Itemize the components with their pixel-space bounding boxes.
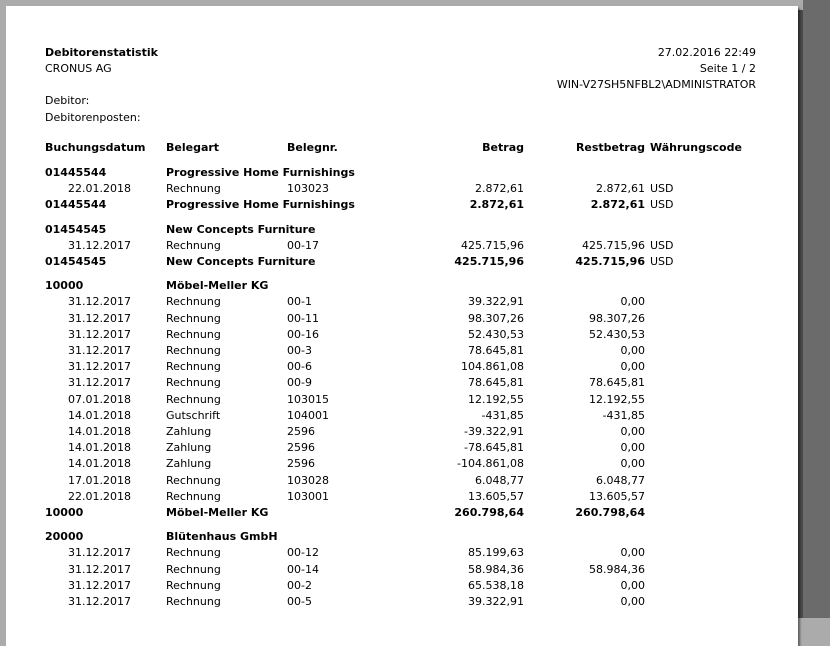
customer-name: New Concepts Furniture (166, 222, 316, 236)
doc-type: Rechnung (166, 311, 221, 325)
posting-date: 31.12.2017 (68, 376, 131, 390)
posting-date: 07.01.2018 (68, 392, 131, 406)
doc-type: Rechnung (166, 295, 221, 309)
posting-date: 31.12.2017 (68, 578, 131, 592)
doc-no: 00-1 (287, 295, 312, 309)
filter-debitor-label: Debitor: (45, 94, 90, 107)
table-row (6, 594, 798, 610)
report-datetime: 27.02.2016 22:49 (657, 46, 756, 59)
table-row (6, 473, 798, 489)
customer-no: 01454545 (45, 222, 107, 236)
doc-type: Rechnung (166, 327, 221, 341)
table-row (6, 578, 798, 594)
amount: -78.645,81 (464, 441, 524, 455)
posting-date: 31.12.2017 (68, 595, 131, 608)
remaining-amount: 2.872,61 (596, 182, 645, 196)
table-row (6, 424, 798, 440)
total-customer-name: Progressive Home Furnishings (166, 198, 355, 212)
remaining-amount: 0,00 (620, 578, 645, 592)
remaining-amount: 0,00 (620, 295, 645, 309)
posting-date: 31.12.2017 (68, 360, 131, 374)
remaining-amount: 0,00 (620, 595, 645, 608)
doc-type: Rechnung (166, 546, 221, 560)
remaining-amount: 13.605,57 (589, 489, 645, 503)
posting-date: 22.01.2018 (68, 489, 131, 503)
amount: 13.605,57 (468, 489, 524, 503)
doc-type: Rechnung (166, 344, 221, 357)
user-id: WIN-V27SH5NFBL2\ADMINISTRATOR (556, 78, 756, 91)
filter-posten-label: Debitorenposten: (45, 111, 141, 124)
amount: 52.430,53 (468, 327, 524, 341)
remaining-amount: 0,00 (620, 457, 645, 471)
col-doc-no: Belegnr. (287, 141, 338, 154)
remaining-amount: 425.715,96 (582, 238, 645, 252)
group-header-row (6, 278, 798, 294)
doc-type: Zahlung (166, 425, 212, 438)
amount: 85.199,63 (468, 546, 524, 560)
doc-no: 00-9 (287, 376, 312, 390)
amount: 104.861,08 (461, 360, 524, 374)
doc-type: Rechnung (166, 238, 221, 252)
posting-date: 31.12.2017 (68, 546, 131, 560)
remaining-amount: 52.430,53 (589, 327, 645, 341)
group-total-row (6, 254, 798, 270)
posting-date: 17.01.2018 (68, 473, 131, 487)
doc-type: Rechnung (166, 376, 221, 390)
amount: 39.322,91 (468, 295, 524, 309)
total-currency: USD (650, 198, 674, 212)
table-row (6, 375, 798, 391)
table-row (6, 181, 798, 197)
doc-no: 00-3 (287, 344, 312, 357)
posting-date: 14.01.2018 (68, 457, 131, 471)
total-customer-no: 01454545 (45, 255, 107, 268)
group-header-row (6, 529, 798, 545)
total-remaining: 260.798,64 (575, 506, 645, 519)
group-total-row (6, 505, 798, 521)
posting-date: 31.12.2017 (68, 344, 131, 357)
doc-no: 00-5 (287, 595, 312, 608)
remaining-amount: 0,00 (620, 546, 645, 560)
customer-no: 20000 (45, 530, 84, 544)
table-row (6, 545, 798, 561)
customer-name: Möbel-Meller KG (166, 279, 269, 293)
customer-name: Progressive Home Furnishings (166, 166, 355, 179)
customer-no: 10000 (45, 279, 84, 293)
page-number: Seite 1 / 2 (699, 62, 756, 75)
remaining-amount: 0,00 (620, 441, 645, 455)
total-customer-no: 10000 (45, 506, 84, 519)
table-row (6, 294, 798, 310)
remaining-amount: 0,00 (620, 425, 645, 438)
doc-no: 00-2 (287, 578, 312, 592)
amount: -431,85 (481, 408, 524, 422)
doc-no: 103015 (287, 392, 329, 406)
table-row (6, 440, 798, 456)
posting-date: 31.12.2017 (68, 311, 131, 325)
amount: 78.645,81 (468, 376, 524, 390)
doc-no: 00-14 (287, 562, 319, 576)
amount: -104.861,08 (457, 457, 524, 471)
remaining-amount: 58.984,36 (589, 562, 645, 576)
doc-no: 00-16 (287, 327, 319, 341)
amount: 98.307,26 (468, 311, 524, 325)
remaining-amount: 6.048,77 (596, 473, 645, 487)
amount: 6.048,77 (475, 473, 524, 487)
table-row (6, 408, 798, 424)
total-customer-name: Möbel-Meller KG (166, 506, 269, 519)
col-posting-date: Buchungsdatum (45, 141, 146, 154)
posting-date: 14.01.2018 (68, 425, 131, 438)
posting-date: 14.01.2018 (68, 408, 131, 422)
doc-no: 104001 (287, 408, 329, 422)
total-currency: USD (650, 255, 674, 268)
table-row (6, 489, 798, 505)
report-page (6, 6, 798, 646)
remaining-amount: 0,00 (620, 344, 645, 357)
total-remaining: 425.715,96 (575, 255, 645, 268)
total-amount: 425.715,96 (454, 255, 524, 268)
doc-type: Rechnung (166, 595, 221, 608)
report-title: Debitorenstatistik (45, 46, 158, 59)
doc-no: 2596 (287, 425, 315, 438)
doc-type: Zahlung (166, 441, 212, 455)
doc-no: 00-12 (287, 546, 319, 560)
doc-type: Rechnung (166, 489, 221, 503)
doc-no: 103001 (287, 489, 329, 503)
amount: 425.715,96 (461, 238, 524, 252)
doc-type: Gutschrift (166, 408, 221, 422)
table-row (6, 327, 798, 343)
remaining-amount: -431,85 (602, 408, 645, 422)
total-customer-name: New Concepts Furniture (166, 255, 316, 268)
table-row (6, 343, 798, 359)
currency-code: USD (650, 182, 674, 196)
remaining-amount: 98.307,26 (589, 311, 645, 325)
doc-no: 103028 (287, 473, 329, 487)
table-row (6, 456, 798, 472)
total-amount: 260.798,64 (454, 506, 524, 519)
table-row (6, 392, 798, 408)
group-header-row (6, 165, 798, 181)
currency-code: USD (650, 238, 674, 252)
posting-date: 22.01.2018 (68, 182, 131, 196)
total-amount: 2.872,61 (469, 198, 524, 212)
company-name: CRONUS AG (45, 62, 112, 75)
amount: 58.984,36 (468, 562, 524, 576)
doc-type: Rechnung (166, 562, 221, 576)
doc-no: 2596 (287, 441, 315, 455)
remaining-amount: 78.645,81 (589, 376, 645, 390)
remaining-amount: 12.192,55 (589, 392, 645, 406)
customer-no: 01445544 (45, 166, 107, 179)
doc-type: Zahlung (166, 457, 212, 471)
amount: 2.872,61 (475, 182, 524, 196)
doc-type: Rechnung (166, 360, 221, 374)
total-customer-no: 01445544 (45, 198, 107, 212)
doc-no: 103023 (287, 182, 329, 196)
doc-type: Rechnung (166, 392, 221, 406)
viewer-background (803, 0, 830, 618)
col-currency: Währungscode (650, 141, 742, 154)
amount: 65.538,18 (468, 578, 524, 592)
col-remaining: Restbetrag (575, 141, 645, 154)
customer-name: Blütenhaus GmbH (166, 530, 278, 544)
group-total-row (6, 197, 798, 213)
page-shadow (798, 10, 803, 618)
table-row (6, 562, 798, 578)
doc-no: 2596 (287, 457, 315, 471)
posting-date: 31.12.2017 (68, 238, 131, 252)
posting-date: 31.12.2017 (68, 562, 131, 576)
remaining-amount: 0,00 (620, 360, 645, 374)
doc-no: 00-17 (287, 238, 319, 252)
col-doc-type: Belegart (166, 141, 220, 154)
posting-date: 14.01.2018 (68, 441, 131, 455)
amount: 12.192,55 (468, 392, 524, 406)
doc-no: 00-6 (287, 360, 312, 374)
table-row (6, 359, 798, 375)
amount: 39.322,91 (468, 595, 524, 608)
doc-type: Rechnung (166, 182, 221, 196)
posting-date: 31.12.2017 (68, 327, 131, 341)
doc-type: Rechnung (166, 473, 221, 487)
amount: 78.645,81 (468, 344, 524, 357)
amount: -39.322,91 (464, 425, 524, 438)
table-row (6, 238, 798, 254)
total-remaining: 2.872,61 (590, 198, 645, 212)
group-header-row (6, 222, 798, 238)
doc-type: Rechnung (166, 578, 221, 592)
table-row (6, 311, 798, 327)
doc-no: 00-11 (287, 311, 319, 325)
col-amount: Betrag (482, 141, 524, 154)
posting-date: 31.12.2017 (68, 295, 131, 309)
